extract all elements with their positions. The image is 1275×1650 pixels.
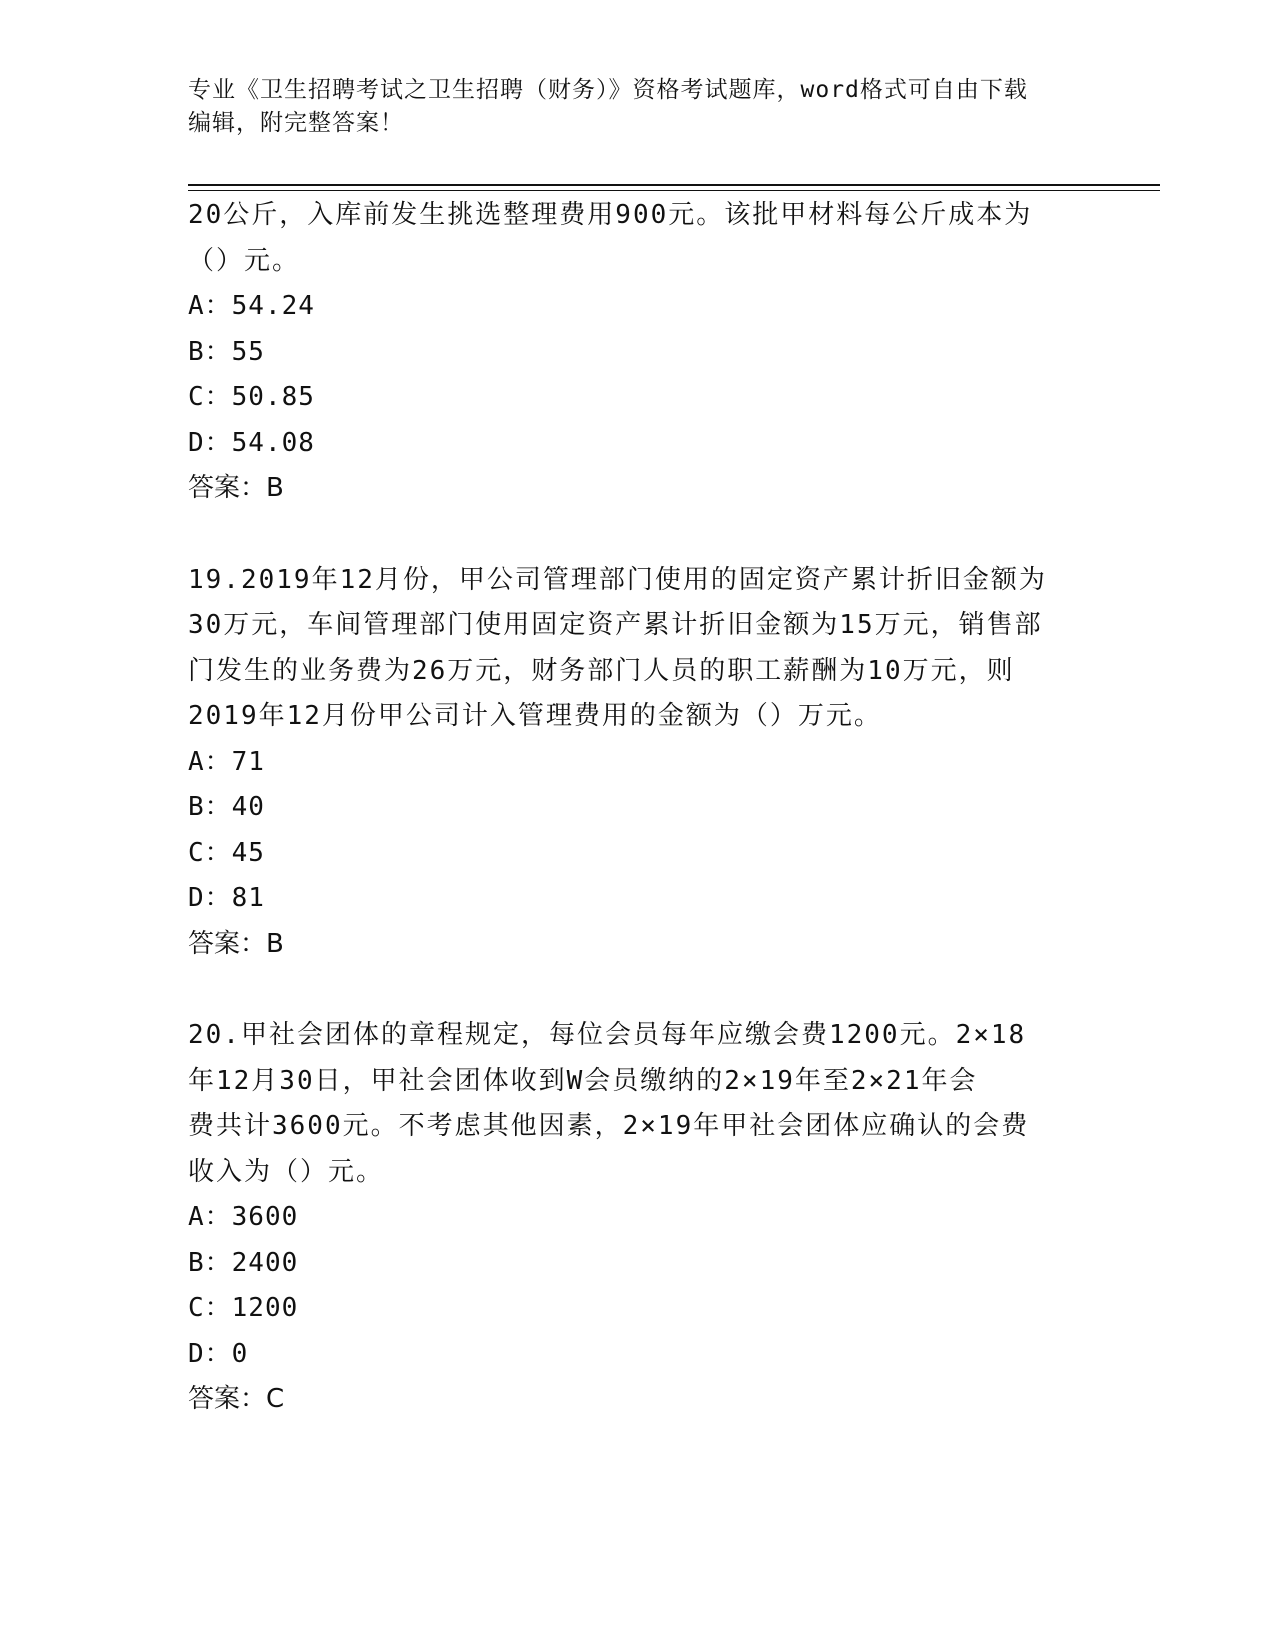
option-c: C：1200 — [188, 1293, 299, 1323]
option-b: B：2400 — [188, 1247, 299, 1278]
option-b: B：55 — [188, 336, 265, 367]
question-19 — [188, 558, 1160, 968]
option-b: B：40 — [188, 792, 265, 822]
option-d: D：0 — [188, 1338, 249, 1369]
question-text-line: 收入为（）元。 — [188, 1156, 385, 1187]
page-header — [188, 74, 1160, 140]
option-c: C：50.85 — [188, 382, 315, 412]
question-text-line: 19.2019年12月份，甲公司管理部门使用的固定资产累计折旧金额为 — [188, 564, 1047, 595]
question-text-line: 30万元，车间管理部门使用固定资产累计折旧金额为15万元，销售部 — [188, 610, 1043, 640]
header-divider — [188, 184, 1160, 191]
spacer — [188, 512, 1160, 558]
question-text-line: 20公斤，入库前发生挑选整理费用900元。该批甲材料每公斤成本为 — [188, 200, 1033, 230]
spacer — [188, 967, 1160, 1013]
option-a: A：54.24 — [188, 291, 315, 321]
question-text-line: 年12月30日，甲社会团体收到W会员缴纳的2×19年至2×21年会 — [188, 1065, 978, 1096]
divider-thin — [188, 190, 1160, 191]
question-text-line: 20.甲社会团体的章程规定，每位会员每年应缴会费1200元。2×18 — [188, 1020, 1027, 1050]
option-a: A：71 — [188, 746, 265, 777]
option-d: D：54.08 — [188, 427, 315, 458]
question-20 — [188, 1013, 1160, 1423]
question-text-line: 2019年12月份甲公司计入管理费用的金额为（）万元。 — [188, 701, 882, 731]
answer-line: 答案：B — [188, 928, 284, 959]
header-line-1: 专业《卫生招聘考试之卫生招聘（财务）》资格考试题库，word格式可自由下载 — [188, 77, 1028, 103]
document-page — [188, 74, 1160, 1423]
answer-line: 答案：B — [188, 473, 284, 503]
option-a: A：3600 — [188, 1202, 299, 1232]
question-text-line: （）元。 — [188, 245, 301, 276]
divider-thick — [188, 184, 1160, 186]
question-18 — [188, 193, 1160, 512]
question-text-line: 费共计3600元。不考虑其他因素，2×19年甲社会团体应确认的会费 — [188, 1111, 1030, 1141]
option-c: C：45 — [188, 837, 265, 868]
question-text-line: 门发生的业务费为26万元，财务部门人员的职工薪酬为10万元，则 — [188, 655, 1015, 686]
answer-line: 答案：C — [188, 1384, 285, 1414]
header-line-2: 编辑，附完整答案！ — [188, 110, 404, 136]
option-d: D：81 — [188, 883, 265, 913]
